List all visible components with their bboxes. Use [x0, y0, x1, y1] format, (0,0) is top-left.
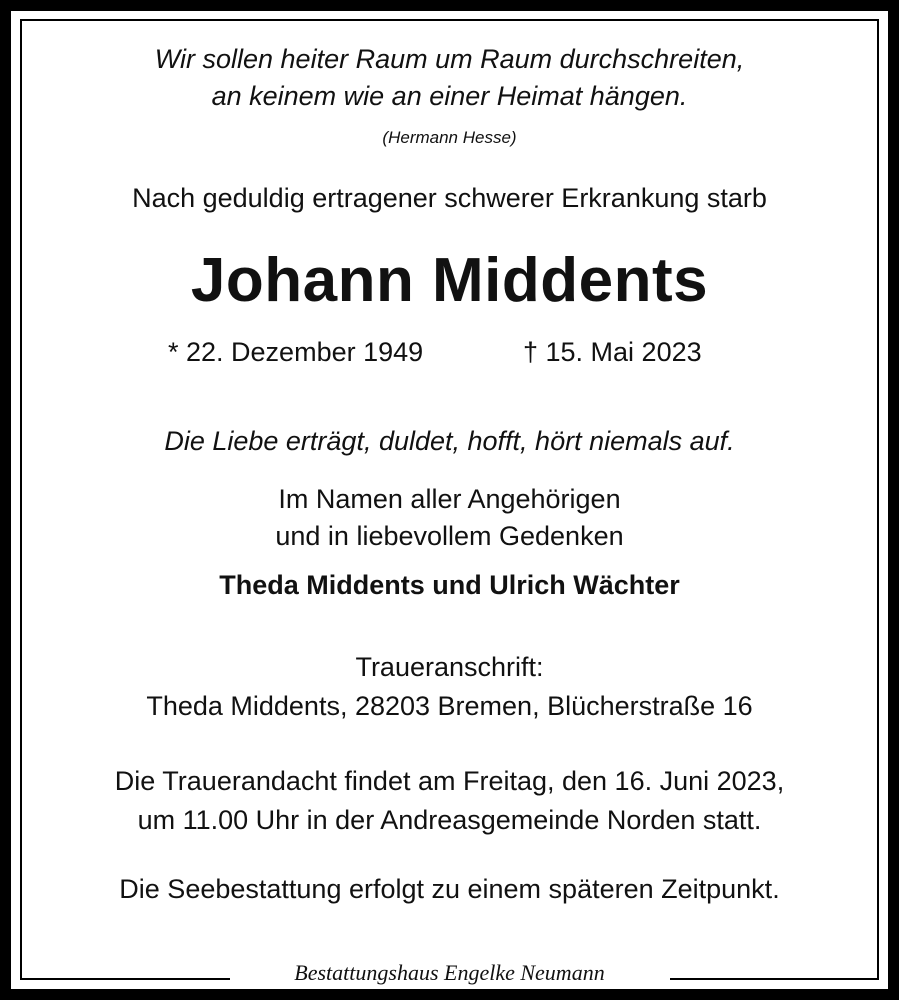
service-line-1: Die Trauerandacht findet am Freitag, den 16. Juni 2023, [114, 766, 785, 796]
birth-date: * 22. Dezember 1949 [168, 337, 424, 367]
death-date: † 15. Mai 2023 [523, 337, 702, 367]
mourners-names: Theda Middents und Ulrich Wächter [219, 570, 680, 600]
address-label: Traueranschrift: [355, 652, 544, 682]
quote-author: (Hermann Hesse) [382, 128, 517, 147]
intro-text: Nach geduldig ertragener schwerer Erkrankung starb [132, 183, 767, 213]
mourners-line-1: Im Namen aller Angehörigen [278, 484, 621, 514]
funeral-home: Bestattungshaus Engelke Neumann [294, 960, 605, 985]
burial-note: Die Seebestattung erfolgt zu einem späteren Zeitpunkt. [119, 874, 780, 904]
mourners-line-2: und in liebevollem Gedenken [275, 521, 624, 551]
address-value: Theda Middents, 28203 Bremen, Blücherstraße 16 [146, 691, 753, 721]
motto: Die Liebe erträgt, duldet, hofft, hört niemals auf. [164, 426, 735, 456]
deceased-name: Johann Middents [190, 246, 709, 315]
service-line-2: um 11.00 Uhr in der Andreasgemeinde Norden statt. [137, 805, 762, 835]
quote-line-1: Wir sollen heiter Raum um Raum durchschreiten, [154, 44, 745, 74]
quote-line-2: an keinem wie an einer Heimat hängen. [211, 81, 688, 111]
